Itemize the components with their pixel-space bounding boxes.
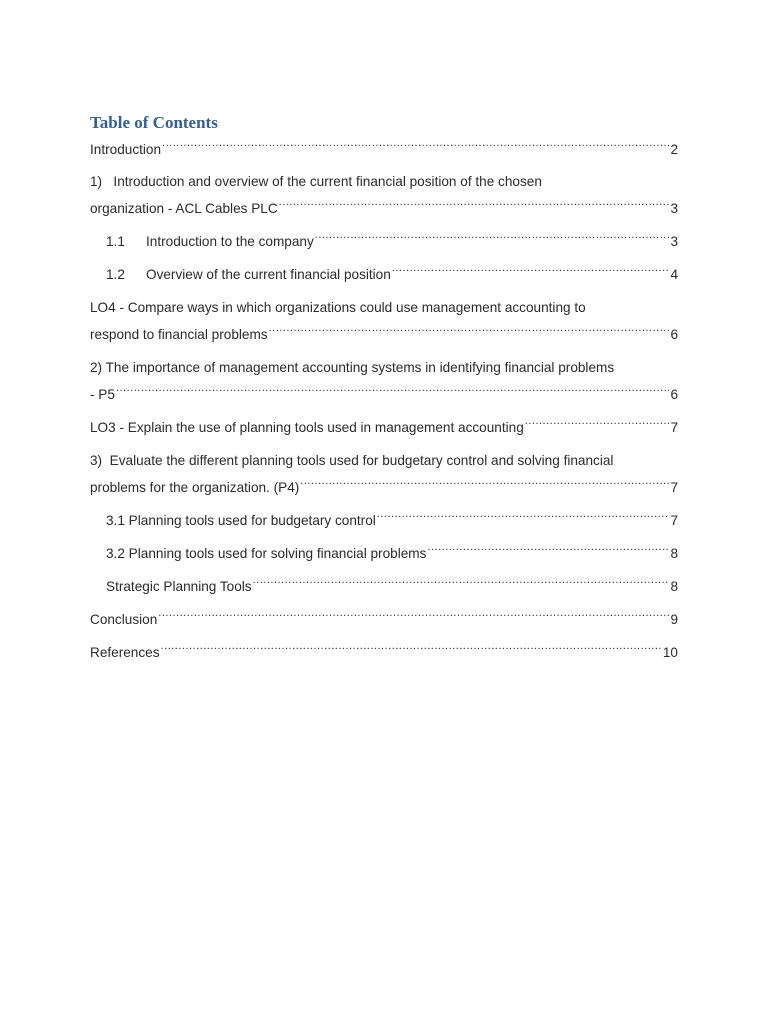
dot-leader [377, 511, 670, 525]
toc-entry-title: LO3 - Explain the use of planning tools used in management accounting [90, 420, 524, 435]
toc-entry-lead: 3) Evaluate the different planning tools used for budgetary control and solving financial [90, 453, 614, 468]
toc-entry-title: Introduction [90, 142, 162, 157]
toc-page-number: 9 [670, 612, 678, 627]
toc-entry-title: respond to financial problems [90, 327, 268, 342]
toc-entry-lead: LO4 - Compare ways in which organizations could use management accounting to [90, 300, 586, 315]
table-of-contents [90, 112, 678, 672]
toc-entry-strategic-planning-tools[interactable] [90, 573, 678, 600]
dot-leader [525, 418, 670, 432]
dot-leader [427, 544, 669, 558]
toc-entry-references[interactable] [90, 639, 678, 666]
toc-entry-section-1-2[interactable] [90, 261, 678, 288]
dot-leader [300, 478, 669, 492]
toc-page-number: 6 [670, 327, 678, 342]
toc-entry-section-3-1[interactable] [90, 507, 678, 534]
toc-entry-number: 1.1 [106, 234, 125, 249]
dot-leader [392, 265, 670, 279]
toc-entry-title: organization - ACL Cables PLC [90, 201, 278, 216]
toc-entry-section-3-2[interactable] [90, 540, 678, 567]
toc-entry-lo3[interactable] [90, 414, 678, 441]
dot-leader [253, 577, 670, 591]
dot-leader [116, 385, 670, 399]
toc-page-number: 8 [670, 546, 678, 561]
dot-leader [158, 610, 669, 624]
toc-page-number: 2 [670, 142, 678, 157]
toc-entry-conclusion[interactable] [90, 606, 678, 633]
toc-title: Table of Contents [90, 113, 218, 132]
dot-leader [161, 643, 662, 657]
toc-entry-section-1[interactable] [90, 168, 678, 222]
dot-leader [162, 140, 669, 154]
toc-entry-title: Overview of the current financial position [146, 267, 391, 282]
toc-entry-title: References [90, 645, 160, 660]
toc-page-number: 7 [670, 480, 678, 495]
toc-entry-number: 1.2 [106, 267, 125, 282]
toc-page-number: 7 [670, 420, 678, 435]
toc-entry-lead: 1) Introduction and overview of the current financial position of the chosen [90, 174, 542, 189]
toc-entry-introduction[interactable] [90, 136, 678, 163]
toc-entry-section-3[interactable] [90, 447, 678, 501]
toc-entry-title: - P5 [90, 387, 115, 402]
toc-entry-title: Conclusion [90, 612, 158, 627]
toc-entry-title: Introduction to the company [146, 234, 314, 249]
toc-entry-section-2[interactable] [90, 354, 678, 408]
toc-page-number: 3 [670, 201, 678, 216]
toc-page-number: 8 [670, 579, 678, 594]
toc-page-number: 6 [670, 387, 678, 402]
toc-page-number: 10 [662, 645, 678, 660]
toc-entry-title: 3.1 Planning tools used for budgetary control [106, 513, 376, 528]
toc-entry-lead: 2) The importance of management accounting systems in identifying financial problems [90, 360, 615, 375]
toc-entry-title: 3.2 Planning tools used for solving financial problems [106, 546, 427, 561]
toc-entry-lo4[interactable] [90, 294, 678, 348]
dot-leader [279, 199, 670, 213]
toc-page-number: 7 [670, 513, 678, 528]
toc-entry-section-1-1[interactable] [90, 228, 678, 255]
toc-page-number: 4 [670, 267, 678, 282]
toc-entry-title: problems for the organization. (P4) [90, 480, 300, 495]
dot-leader [315, 232, 670, 246]
dot-leader [269, 325, 670, 339]
toc-entry-title: Strategic Planning Tools [106, 579, 252, 594]
toc-page-number: 3 [670, 234, 678, 249]
